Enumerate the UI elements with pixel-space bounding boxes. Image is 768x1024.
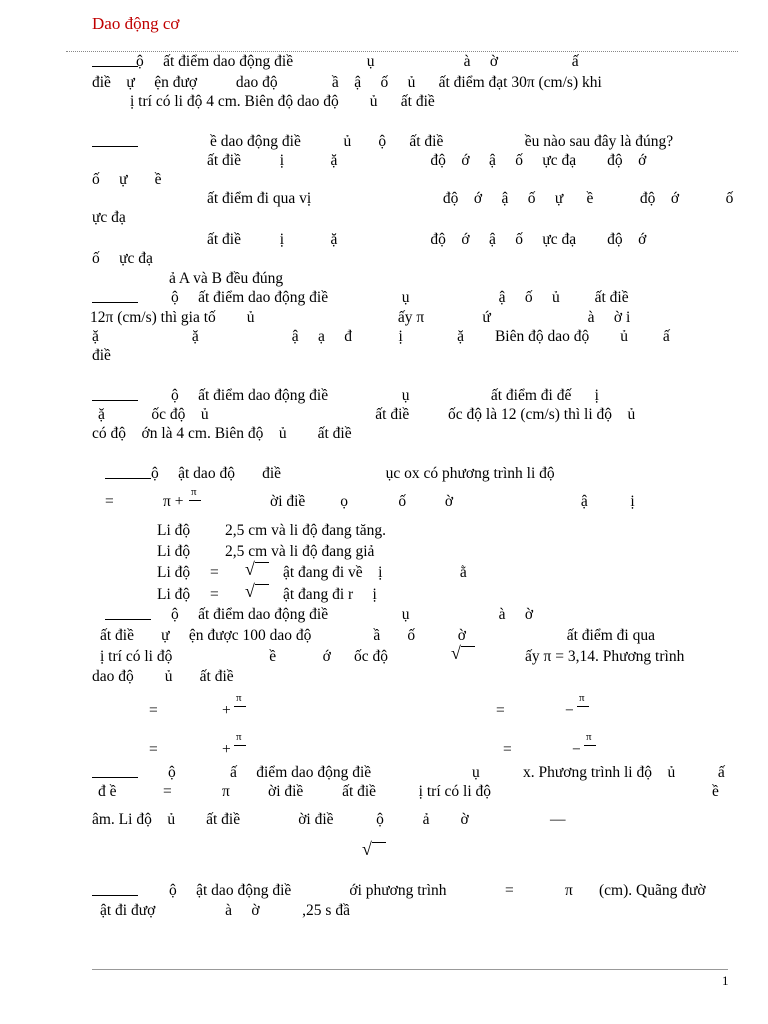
text-line: 12π (cm/s) thì gia tố ủ ấy π ứ à ờ i — [90, 309, 631, 326]
math-symbol: = — [505, 882, 514, 899]
sqrt-sign: √ — [245, 581, 255, 601]
text-line: Li độ 2,5 cm và li độ đang giả — [157, 543, 375, 560]
text-line: có độ ớn là 4 cm. Biên độ ủ ất điề — [92, 425, 352, 442]
math-symbol: = — [503, 741, 512, 758]
math-symbol: − — [565, 702, 574, 719]
text-line: ề — [712, 783, 719, 800]
text-line: Li độ — [157, 564, 191, 581]
text-line: ật đang đi về ị ằ — [283, 564, 467, 581]
text-line: ấy π = 3,14. Phương trình — [525, 648, 685, 665]
text-line: ộ ật dao động điề ới phương trình — [169, 882, 447, 899]
text-line: ị trí có li độ 4 cm. Biên độ dao độ ủ ất điề — [130, 93, 435, 110]
text-line: điề ự ện đượ dao độ ầ ậ ố ủ ất điểm đạt 30π (cm/s) khi — [92, 74, 602, 91]
math-symbol: = — [210, 586, 219, 603]
math-symbol: — — [550, 811, 566, 828]
text-line: ất điểm đi qua vị độ ớ ậ ố ự ề độ ớ ố — [207, 190, 734, 207]
text-line: ộ ất điểm dao động điề ụ à ờ ấ — [136, 53, 579, 70]
answer-blank — [105, 465, 151, 484]
sqrt-sign: √ — [362, 839, 372, 859]
fraction-numerator: π — [236, 731, 242, 743]
text-line: đ ề — [98, 783, 117, 800]
text-line: ật đi đượ à ờ ,25 s đầ — [100, 902, 350, 919]
text-line: ực đạ — [92, 209, 126, 226]
math-symbol: − — [572, 741, 581, 758]
sqrt-overline — [255, 562, 269, 563]
text-line: ị trí có li độ ề ớ ốc độ — [100, 648, 389, 665]
text-line: ặ ốc độ ủ ất điề ốc độ là 12 (cm/s) thì li độ ủ — [98, 406, 636, 423]
answer-blank — [92, 53, 138, 72]
answer-blank — [92, 387, 138, 406]
fraction-numerator: π — [586, 731, 592, 743]
text-line: ố ực đạ — [92, 250, 153, 267]
text-line: ộ ất điểm dao động điề ụ ậ ố ủ ất điề — [171, 289, 629, 306]
fraction-numerator: π — [191, 486, 197, 498]
text-line: điề — [92, 347, 111, 364]
sqrt-overline — [255, 584, 269, 585]
sqrt-sign: √ — [451, 643, 461, 663]
text-line: ất điề ị ặ độ ớ ậ ố ực đạ độ ớ — [207, 152, 647, 169]
header-divider — [66, 51, 738, 52]
text-line: âm. Li độ ủ ất điề ời điề ộ ả ờ — [92, 811, 469, 828]
text-line: ộ ất điểm dao động điề ụ à ờ — [171, 606, 534, 623]
text-line: ả A và B đều đúng — [169, 270, 284, 287]
math-symbol: + — [222, 741, 231, 758]
answer-blank — [105, 606, 151, 625]
document-header-title: Dao động cơ — [92, 14, 180, 33]
text-line: ố ự ề — [92, 171, 162, 188]
fraction-bar — [577, 706, 589, 707]
math-symbol: π — [565, 882, 573, 899]
text-line: (cm). Quãng đườ — [599, 882, 706, 899]
fraction-bar — [234, 745, 246, 746]
text-line: ất điề ị ặ độ ớ ậ ố ực đạ độ ớ — [207, 231, 647, 248]
math-symbol: = — [149, 741, 158, 758]
fraction-numerator: π — [579, 692, 585, 704]
answer-blank — [92, 882, 138, 901]
text-line: Li độ 2,5 cm và li độ đang tăng. — [157, 522, 387, 539]
math-symbol: = — [496, 702, 505, 719]
text-line: ề dao động điề ủ ộ ất điề ều nào sau đây là đúng? — [210, 133, 674, 150]
text-line: ộ ất điểm dao động điề ụ ất điểm đi đế ị — [171, 387, 599, 404]
text-line: Li độ — [157, 586, 191, 603]
footer-divider — [92, 969, 728, 970]
answer-blank — [92, 764, 138, 783]
text-line: ặ ặ ậ ạ đ ị ặ Biên độ dao độ ủ ấ — [92, 328, 670, 345]
math-symbol: = — [163, 783, 172, 800]
sqrt-sign: √ — [245, 559, 255, 579]
text-line: x. Phương trình li độ ủ ấ — [523, 764, 725, 781]
fraction-bar — [189, 500, 201, 501]
text-line: dao độ ủ ất điề — [92, 668, 234, 685]
answer-blank — [92, 289, 138, 308]
sqrt-overline — [461, 646, 475, 647]
text-line: ời điề ất điề ị trí có li độ — [268, 783, 492, 800]
math-symbol: = — [149, 702, 158, 719]
math-symbol: = — [210, 564, 219, 581]
math-symbol: π — [222, 783, 230, 800]
math-symbol: = — [105, 493, 114, 510]
text-line: ất điề ự ện được 100 dao độ ầ ố ờ ất điểm đi qua — [100, 627, 655, 644]
fraction-bar — [584, 745, 596, 746]
text-line: ộ ấ điểm dao động điề ụ — [168, 764, 480, 781]
fraction-bar — [234, 706, 246, 707]
math-symbol: π + — [163, 493, 184, 510]
text-line: ời điề ọ ố ờ ậ ị — [270, 493, 635, 510]
sqrt-overline — [372, 842, 386, 843]
answer-blank — [92, 133, 138, 152]
fraction-numerator: π — [236, 692, 242, 704]
text-line: ật đang đi r ị — [283, 586, 377, 603]
text-line: ộ ật dao độ điề ục ox có phương trình li độ — [151, 465, 555, 482]
page-number: 1 — [722, 973, 729, 988]
math-symbol: + — [222, 702, 231, 719]
